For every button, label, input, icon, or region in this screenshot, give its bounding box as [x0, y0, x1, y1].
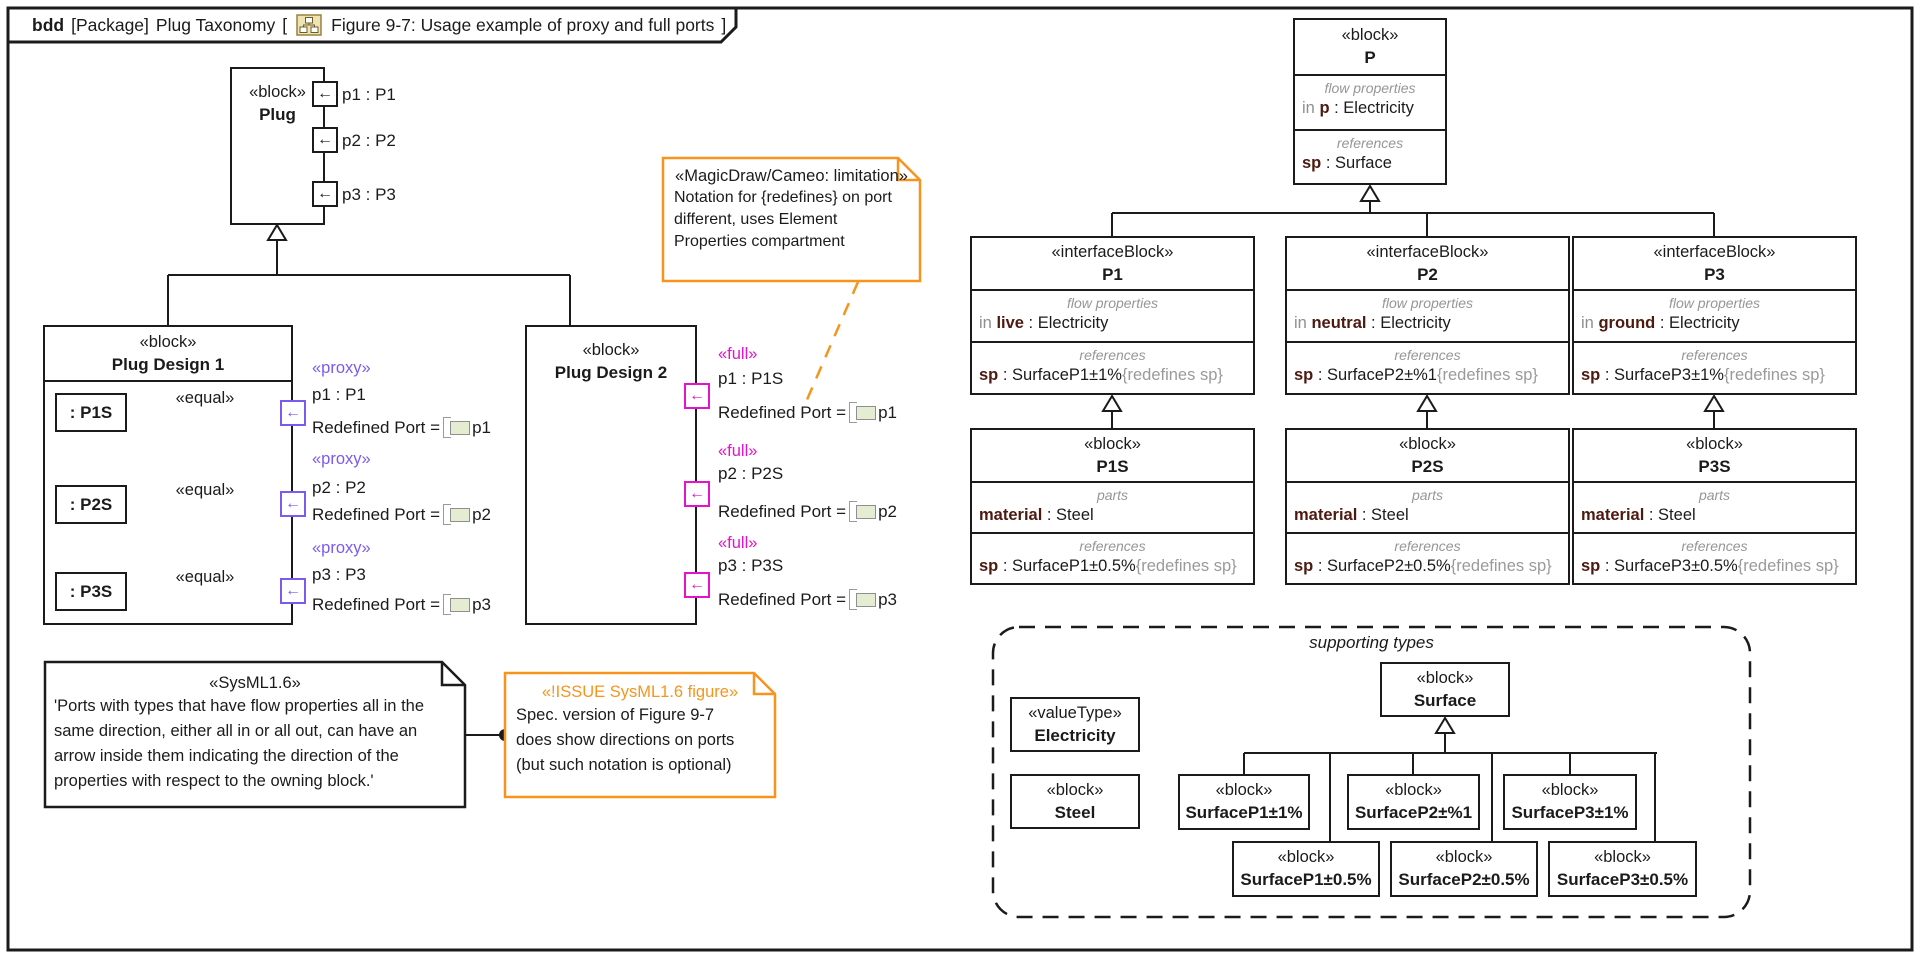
name: SurfaceP3±1%	[1511, 803, 1629, 822]
name: SurfaceP1±0.5%	[1240, 870, 1372, 889]
port-icon	[450, 421, 470, 435]
bdd-diagram-icon	[296, 14, 322, 36]
equal-label-3: «equal»	[175, 568, 235, 586]
in-arrow-icon: ←	[689, 485, 705, 502]
generalization-impl-blocks	[1103, 396, 1723, 428]
p3-flow-compartment	[1574, 289, 1855, 341]
proxy-port-p1[interactable]	[280, 400, 306, 426]
port-icon	[856, 593, 876, 607]
redefined-port-value: p1	[472, 418, 491, 437]
p1-name: P1	[1102, 264, 1123, 284]
port-icon	[856, 505, 876, 519]
full-port-p3[interactable]	[684, 572, 710, 598]
diagram-title-text: Figure 9-7: Usage example of proxy and full ports	[331, 14, 715, 35]
proxy-port-label-1: p1 : P1	[312, 385, 366, 404]
pd1-name: Plug Design 1	[111, 354, 225, 374]
pd2-name: Plug Design 2	[554, 363, 668, 382]
p3s-name: P3S	[1698, 456, 1731, 476]
full-port-p2[interactable]	[684, 481, 710, 507]
p3-stereotype: «interfaceBlock»	[1653, 242, 1776, 261]
p-flow-property: in p : Electricity	[1302, 99, 1414, 117]
note-limitation-title: «MagicDraw/Cameo: limitation»	[675, 167, 908, 185]
surface-stereotype: «block»	[1416, 668, 1474, 687]
part-p3s[interactable]	[55, 572, 127, 611]
redefined-port-prefix: Redefined Port =	[718, 502, 847, 521]
references-label: references	[1394, 347, 1461, 363]
proxy-stereotype-3: «proxy»	[312, 539, 371, 557]
p1-stereotype: «interfaceBlock»	[1051, 242, 1174, 261]
references-label: references	[1394, 538, 1461, 554]
redefined-port-value: p1	[878, 403, 897, 422]
references-label: references	[1079, 347, 1146, 363]
port-plug-p3[interactable]	[312, 181, 338, 207]
block-surfacep2-05pct[interactable]	[1390, 841, 1538, 897]
stereotype: «block»	[1541, 781, 1599, 799]
in-arrow-icon: ←	[689, 576, 705, 593]
block-p1[interactable]	[970, 236, 1255, 395]
p-references-compartment	[1295, 129, 1445, 184]
supporting-types-title: supporting types	[1309, 633, 1434, 652]
diagram-frame-title	[8, 8, 726, 42]
port-label-plug-p3: p3 : P3	[342, 185, 396, 204]
port-icon	[450, 508, 470, 522]
p1s-parts-compartment	[972, 481, 1253, 532]
block-surface[interactable]	[1380, 662, 1510, 717]
redefined-port-1	[312, 417, 491, 439]
p2-stereotype: «interfaceBlock»	[1366, 242, 1489, 261]
stereotype: «block»	[1277, 848, 1335, 866]
equal-label-2: «equal»	[175, 481, 235, 499]
redefined-port-prefix: Redefined Port =	[718, 590, 847, 609]
p2-name: P2	[1417, 264, 1438, 284]
p1s-part-property: material : Steel	[979, 506, 1094, 524]
port-icon	[856, 406, 876, 420]
part-p2s-label: : P2S	[69, 494, 113, 514]
p2s-part-property: material : Steel	[1294, 506, 1409, 524]
redefined-port-value: p2	[878, 502, 897, 521]
p2s-parts-compartment	[1287, 481, 1568, 532]
p3s-parts-compartment	[1574, 481, 1855, 532]
note-line: 'Ports with types that have flow properties all in the	[54, 697, 425, 715]
pd1-stereotype: «block»	[139, 332, 197, 351]
note-issue-title: «!ISSUE SysML1.6 figure»	[541, 683, 739, 701]
note-line: Properties compartment	[674, 233, 845, 250]
electricity-stereotype: «valueType»	[1028, 703, 1122, 722]
p-reference-property: sp : Surface	[1302, 153, 1392, 172]
proxy-stereotype-1: «proxy»	[312, 359, 371, 377]
in-arrow-icon: ←	[285, 404, 301, 421]
p1-flow-property: in live : Electricity	[979, 314, 1109, 332]
p2s-stereotype: «block»	[1399, 434, 1456, 453]
p-flow-compartment	[1295, 74, 1445, 129]
redefined-port-value: p2	[472, 505, 491, 524]
redefined-port-prefix: Redefined Port =	[312, 505, 441, 524]
redefined-port-prefix: Redefined Port =	[312, 595, 441, 614]
full-port-label-3: p3 : P3S	[718, 556, 784, 575]
note-line: (but such notation is optional)	[516, 756, 732, 774]
p3s-part-property: material : Steel	[1581, 506, 1696, 524]
note-line: different, uses Element	[674, 211, 838, 228]
p1s-references-compartment	[972, 532, 1253, 583]
stereotype: «block»	[1385, 781, 1442, 799]
parts-label: parts	[1096, 487, 1129, 503]
redefined-port-full-3	[718, 589, 897, 611]
block-p2s[interactable]	[1285, 428, 1570, 585]
in-arrow-icon: ←	[317, 131, 333, 148]
stereotype: «block»	[1594, 848, 1651, 866]
redefined-port-2	[312, 504, 491, 526]
part-p1s-label: : P1S	[69, 402, 113, 422]
note-limitation-text	[663, 165, 920, 253]
stereotype: «block»	[1215, 781, 1273, 799]
p2-references-compartment	[1287, 341, 1568, 393]
full-stereotype-3: «full»	[718, 534, 758, 552]
block-surfacep2-1pct[interactable]	[1347, 774, 1480, 830]
port-label-plug-p1: p1 : P1	[342, 85, 396, 104]
pd2-stereotype: «block»	[582, 341, 640, 359]
in-arrow-icon: ←	[317, 185, 333, 202]
full-port-p1[interactable]	[684, 383, 710, 409]
note-line: Spec. version of Figure 9-7	[516, 706, 715, 724]
p3-flow-property: in ground : Electricity	[1581, 314, 1740, 332]
in-arrow-icon: ←	[285, 495, 301, 512]
block-plug-design-2[interactable]	[525, 325, 697, 625]
in-arrow-icon: ←	[285, 582, 301, 599]
p1s-stereotype: «block»	[1084, 434, 1141, 453]
p1-reference-property: sp : SurfaceP1±1%{redefines sp}	[979, 366, 1223, 384]
name: SurfaceP2±%1	[1354, 803, 1473, 822]
block-p1s[interactable]	[970, 428, 1255, 585]
plug-name: Plug	[259, 105, 296, 124]
proxy-stereotype-2: «proxy»	[312, 450, 371, 468]
p2-reference-property: sp : SurfaceP2±%1{redefines sp}	[1294, 366, 1538, 384]
note-sysml-text	[45, 672, 465, 794]
p1s-reference-property: sp : SurfaceP1±0.5%{redefines sp}	[979, 557, 1237, 575]
note-line: properties with respect to the owning block.'	[54, 772, 374, 790]
diagram-kind-label: bdd	[32, 14, 65, 35]
proxy-port-p3[interactable]	[280, 578, 306, 604]
block-plug[interactable]	[230, 67, 325, 225]
part-p1s[interactable]	[55, 393, 127, 432]
redefined-port-3	[312, 594, 491, 616]
full-stereotype-1: «full»	[718, 345, 758, 363]
port-label-plug-p2: p2 : P2	[342, 131, 396, 150]
p3-name: P3	[1704, 264, 1725, 284]
full-port-label-2: p2 : P2S	[718, 464, 784, 483]
p3s-reference-property: sp : SurfaceP3±0.5%{redefines sp}	[1581, 557, 1839, 575]
flow-properties-label: flow properties	[1066, 295, 1159, 311]
in-arrow-icon: ←	[317, 85, 333, 102]
parts-label: parts	[1411, 487, 1444, 503]
port-plug-p2[interactable]	[312, 127, 338, 153]
references-label: references	[1079, 538, 1146, 554]
flow-properties-label: flow properties	[1381, 295, 1474, 311]
note-line: Notation for {redefines} on port	[674, 189, 892, 206]
bracket-open: [	[282, 14, 288, 35]
name: SurfaceP1±1%	[1185, 803, 1303, 822]
block-steel[interactable]	[1010, 774, 1140, 829]
port-plug-p1[interactable]	[312, 81, 338, 107]
p-name: P	[1364, 48, 1376, 67]
in-arrow-icon: ←	[689, 387, 705, 404]
bracket-close: ]	[721, 14, 727, 35]
block-p3[interactable]	[1572, 236, 1857, 395]
p1s-name: P1S	[1096, 456, 1129, 476]
p2-flow-compartment	[1287, 289, 1568, 341]
redefined-port-prefix: Redefined Port =	[312, 418, 441, 437]
proxy-port-label-3: p3 : P3	[312, 565, 366, 584]
redefined-port-prefix: Redefined Port =	[718, 403, 847, 422]
block-p2[interactable]	[1285, 236, 1570, 395]
port-icon	[450, 598, 470, 612]
p2s-references-compartment	[1287, 532, 1568, 583]
redefined-port-value: p3	[472, 595, 491, 614]
references-label: references	[1336, 134, 1404, 151]
steel-name: Steel	[1054, 802, 1096, 822]
stereotype: «block»	[1435, 848, 1493, 866]
generalization-p-tree	[1112, 186, 1714, 236]
part-p3s-label: : P3S	[69, 581, 113, 601]
name: SurfaceP2±0.5%	[1398, 870, 1530, 889]
proxy-port-p2[interactable]	[280, 491, 306, 517]
name: SurfaceP3±0.5%	[1556, 870, 1689, 889]
p2s-name: P2S	[1411, 456, 1444, 476]
generalization-plug-tree	[168, 225, 570, 325]
redefined-port-full-2	[718, 501, 897, 523]
parts-label: parts	[1698, 487, 1731, 503]
redefined-port-value: p3	[878, 590, 897, 609]
p3s-stereotype: «block»	[1686, 434, 1743, 453]
p3-reference-property: sp : SurfaceP3±1%{redefines sp}	[1581, 366, 1825, 384]
note-line: does show directions on ports	[516, 731, 735, 749]
block-surfacep1-1pct[interactable]	[1178, 774, 1310, 830]
part-p2s[interactable]	[55, 485, 127, 524]
block-p3s[interactable]	[1572, 428, 1857, 585]
full-port-label-1: p1 : P1S	[718, 369, 784, 388]
block-surfacep3-05pct[interactable]	[1548, 841, 1697, 897]
steel-stereotype: «block»	[1046, 780, 1104, 799]
note-line: same direction, either all in or all out, can have an	[54, 722, 418, 740]
block-p[interactable]	[1293, 18, 1447, 185]
note-line: arrow inside them indicating the direction of the	[54, 747, 399, 765]
equal-label-1: «equal»	[175, 389, 235, 407]
p2s-reference-property: sp : SurfaceP2±0.5%{redefines sp}	[1294, 557, 1552, 575]
flow-properties-label: flow properties	[1324, 80, 1416, 96]
plug-stereotype: «block»	[249, 83, 306, 101]
frame-package-name: Plug Taxonomy	[155, 14, 276, 35]
block-surfacep3-1pct[interactable]	[1503, 774, 1637, 830]
p3s-references-compartment	[1574, 532, 1855, 583]
block-electricity[interactable]	[1010, 697, 1140, 752]
p1-references-compartment	[972, 341, 1253, 393]
p-stereotype: «block»	[1341, 26, 1399, 44]
references-label: references	[1681, 538, 1748, 554]
p1-flow-compartment	[972, 289, 1253, 341]
electricity-name: Electricity	[1034, 725, 1116, 745]
surface-name: Surface	[1413, 690, 1477, 710]
note-sysml-title: «SysML1.6»	[209, 674, 301, 692]
p3-references-compartment	[1574, 341, 1855, 393]
proxy-port-label-2: p2 : P2	[312, 478, 366, 497]
full-stereotype-2: «full»	[718, 442, 758, 460]
references-label: references	[1681, 347, 1748, 363]
block-surfacep1-05pct[interactable]	[1232, 841, 1380, 897]
p2-flow-property: in neutral : Electricity	[1294, 314, 1451, 332]
frame-kind: [Package]	[71, 14, 149, 35]
flow-properties-label: flow properties	[1668, 295, 1761, 311]
redefined-port-full-1	[718, 402, 897, 424]
note-issue-text	[505, 681, 775, 778]
